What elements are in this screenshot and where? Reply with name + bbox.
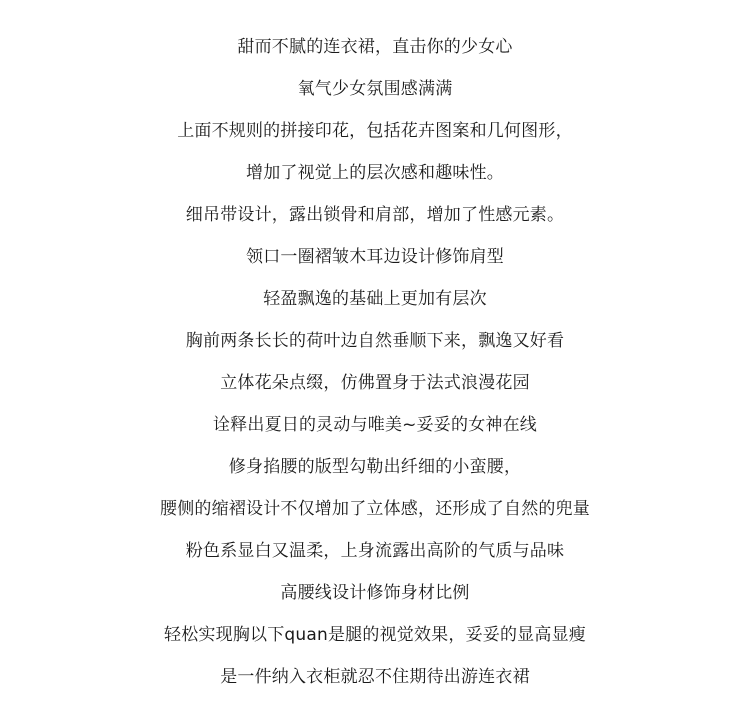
description-line: 轻松实现胸以下quan是腿的视觉效果，妥妥的显高显瘦: [164, 625, 586, 645]
description-line: 修身掐腰的版型勾勒出纤细的小蛮腰，: [228, 457, 522, 477]
description-line: 氧气少女氛围感满满: [297, 79, 453, 99]
description-line: 细吊带设计，露出锁骨和肩部，增加了性感元素。: [185, 205, 565, 225]
description-line: 诠释出夏日的灵动与唯美~妥妥的女神在线: [212, 415, 538, 435]
description-line: 甜而不腻的连衣裙，直击你的少女心: [237, 37, 513, 57]
description-line: 领口一圈褶皱木耳边设计修饰肩型: [246, 247, 504, 267]
description-line: 是一件纳入衣柜就忍不住期待出游连衣裙: [220, 667, 530, 687]
description-line: 腰侧的缩褶设计不仅增加了立体感，还形成了自然的兜量: [160, 499, 590, 519]
description-line: 增加了视觉上的层次感和趣味性。: [246, 163, 504, 183]
product-description: [0, 26, 750, 698]
description-line: 上面不规则的拼接印花，包括花卉图案和几何图形，: [177, 121, 573, 141]
description-line: 轻盈飘逸的基础上更加有层次: [263, 289, 487, 309]
description-line: 高腰线设计修饰身材比例: [280, 583, 470, 603]
description-line: 粉色系显白又温柔，上身流露出高阶的气质与品味: [185, 541, 565, 561]
description-line: 立体花朵点缀，仿佛置身于法式浪漫花园: [220, 373, 530, 393]
description-line: 胸前两条长长的荷叶边自然垂顺下来，飘逸又好看: [185, 331, 565, 351]
